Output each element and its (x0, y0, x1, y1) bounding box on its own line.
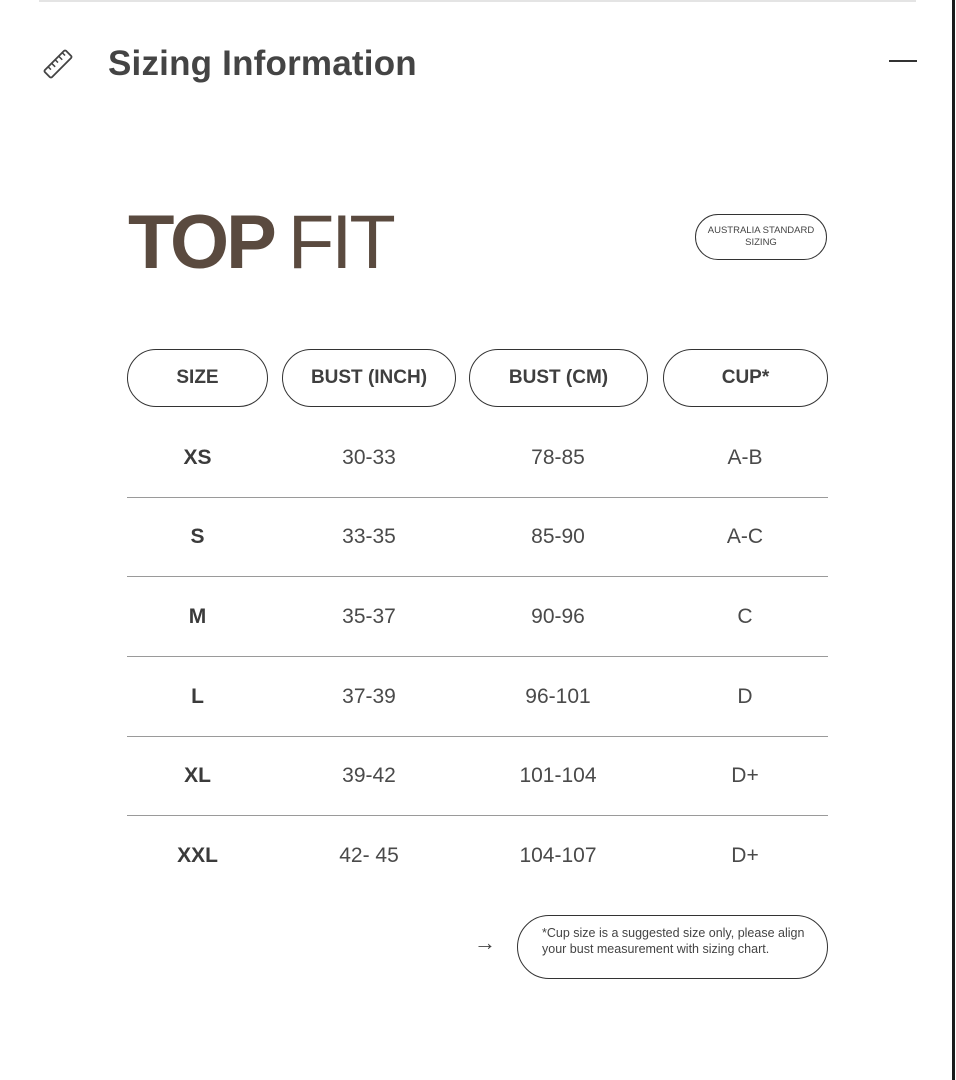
size-cell: S (190, 525, 205, 548)
accordion-title: Sizing Information (108, 44, 417, 83)
australia-standard-badge: AUSTRALIA STANDARD SIZING (695, 214, 827, 260)
size-cell: XXL (177, 844, 218, 867)
header-bust-cm: BUST (CM) (469, 349, 648, 407)
bust-cm-cell: 104-107 (519, 844, 597, 867)
size-row (127, 418, 828, 498)
size-row (127, 736, 828, 816)
window-edge (952, 0, 955, 1080)
bust-inch-cell: 35-37 (342, 605, 396, 628)
chart-title-light: FIT (287, 200, 393, 285)
cup-size-note: *Cup size is a suggested size only, please align your bust measurement with sizing chart. (517, 915, 828, 979)
size-row (127, 816, 828, 896)
size-cell: L (191, 685, 204, 708)
bust-inch-cell: 30-33 (342, 446, 396, 469)
sizing-accordion-header[interactable] (39, 30, 916, 100)
top-divider (39, 0, 916, 2)
chart-title (128, 200, 393, 285)
size-row (127, 497, 828, 577)
size-row (127, 657, 828, 737)
bust-inch-cell: 37-39 (342, 685, 396, 708)
bust-cm-cell: 85-90 (531, 525, 585, 548)
cup-cell: D+ (731, 764, 759, 787)
ruler-icon (41, 47, 75, 81)
bust-inch-cell: 42- 45 (339, 844, 399, 867)
cup-cell: D+ (731, 844, 759, 867)
bust-inch-cell: 39-42 (342, 764, 396, 787)
bust-cm-cell: 96-101 (525, 685, 591, 708)
bust-cm-cell: 78-85 (531, 446, 585, 469)
chart-title-bold: TOP (128, 200, 274, 285)
arrow-right-icon: → (474, 930, 496, 955)
bust-cm-cell: 101-104 (519, 764, 597, 787)
cup-cell: A-C (726, 525, 764, 548)
header-bust-inch: BUST (INCH) (282, 349, 456, 407)
bust-cm-cell: 90-96 (531, 605, 585, 628)
cup-cell: D (737, 685, 753, 708)
cup-cell: A-B (727, 446, 763, 469)
header-size: SIZE (127, 349, 268, 407)
size-row (127, 577, 828, 657)
size-cell: XL (184, 764, 211, 787)
header-cup: CUP* (663, 349, 828, 407)
size-cell: XS (183, 446, 212, 469)
bust-inch-cell: 33-35 (342, 525, 396, 548)
cup-cell: C (737, 605, 753, 628)
size-cell: M (188, 605, 207, 628)
minus-icon[interactable] (889, 60, 917, 62)
